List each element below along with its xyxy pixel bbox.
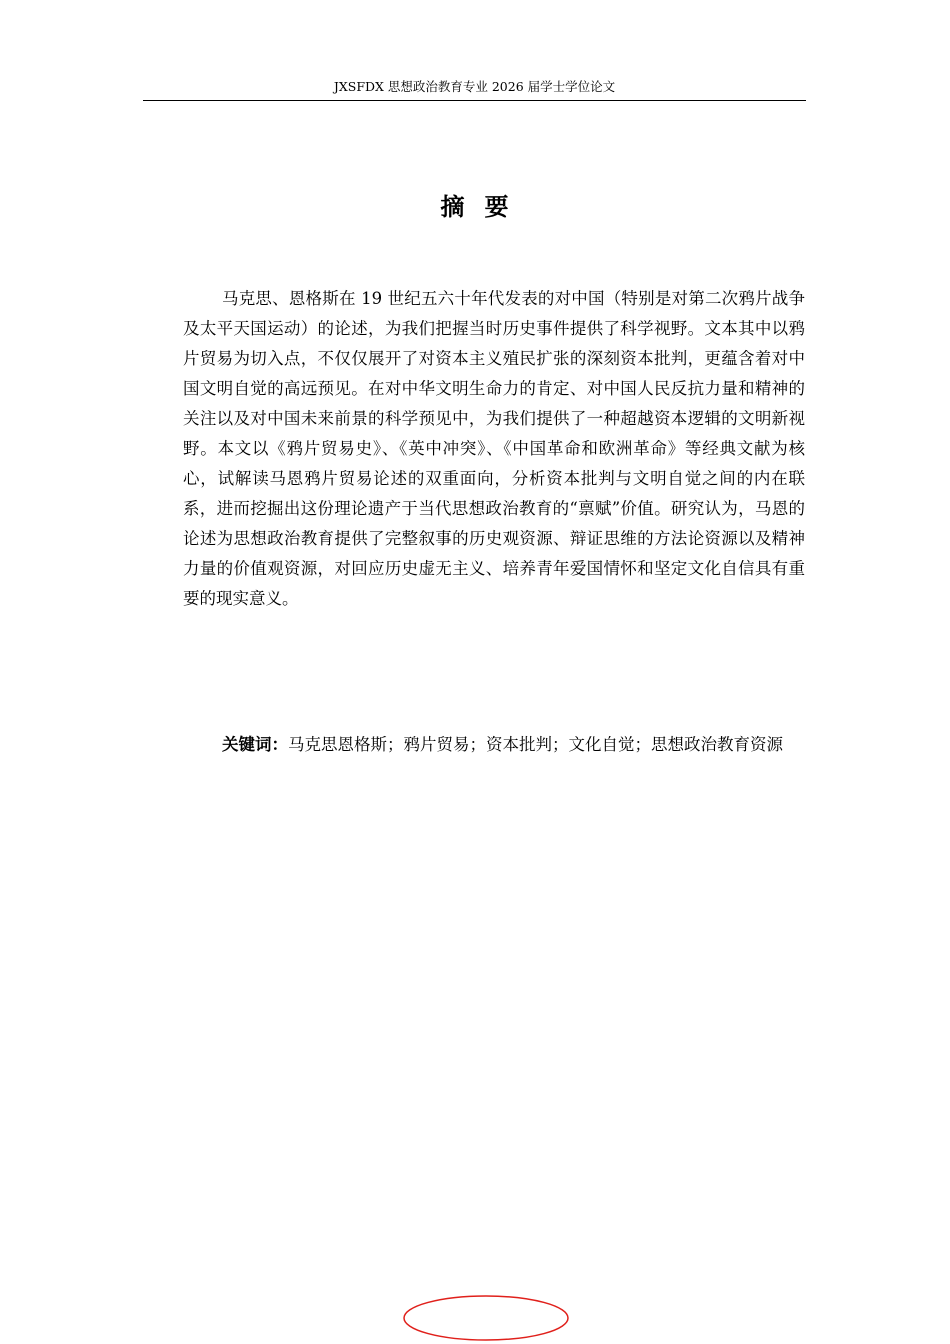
keywords-paragraph <box>183 730 805 760</box>
header-rule <box>143 100 806 101</box>
page-number-ellipse-mark <box>402 1292 570 1342</box>
keywords-label: 关键词： <box>222 735 288 754</box>
abstract-body: 马克思、恩格斯在 19 世纪五六十年代发表的对中国（特别是对第二次鸦片战争及太平天国运动）的论述，为我们把握当时历史事件提供了科学视野。文本其中以鸦片贸易为切入点，不仅仅展开了对资本主义殖民扩张的深刻资本批判，更蕴含着对中国文明自觉的高远预见。在对中华文明生命力的肯定、对中国人民反抗力量和精神的关注以及对中国未来前景的科学预见中，为我们提供了一种超越资本逻辑的文明新视野。本文以《鸦片贸易史》、《英中冲突》、《中国革命和欧洲革命》等经典文献为核心，试解读马恩鸦片贸易论述的双重面向，分析资本批判与文明自觉之间的内在联系，进而挖掘出这份理论遗产于当代思想政治教育的“禀赋”价值。研究认为，马恩的论述为思想政治教育提供了完整叙事的历史观资源、辩证思维的方法论资源以及精神力量的价值观资源，对回应历史虚无主义、培养青年爱国情怀和坚定文化自信具有重要的现实意义。 <box>183 289 805 608</box>
keywords-list: 马克思恩格斯；鸦片贸易；资本批判；文化自觉；思想政治教育资源 <box>288 735 783 754</box>
abstract-title: 摘要 <box>440 193 529 221</box>
running-header: JXSFDX 思想政治教育专业 2026 届学士学位论文 <box>333 79 616 94</box>
